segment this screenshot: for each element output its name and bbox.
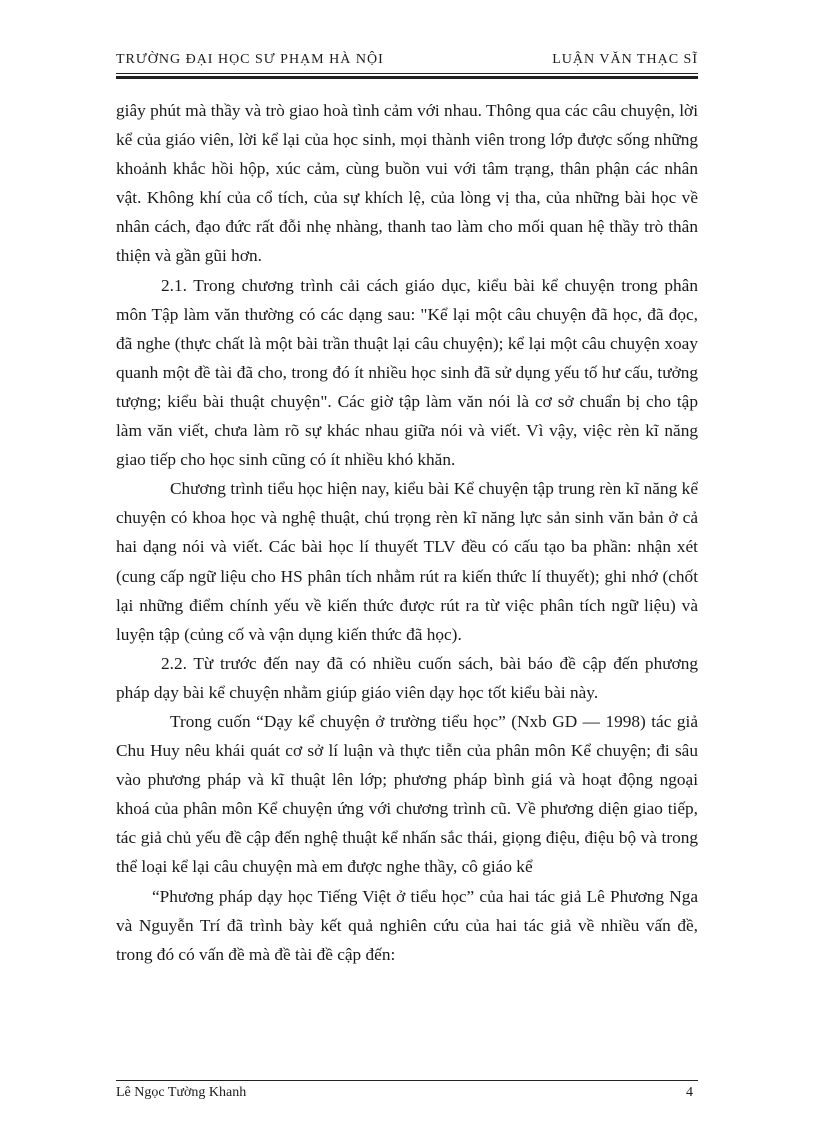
header-rule-thick <box>116 76 698 79</box>
paragraph: Trong cuốn “Dạy kể chuyện ở trường tiểu học” (Nxb GD — 1998) tác giả Chu Huy nêu khái quát cơ sở lí luận và thực tiễn của phân môn Kể chuyện; đi sâu vào phương pháp và kĩ thuật lên lớp; phương pháp bình giá và hoạt động ngoại khoá của phân môn Kể chuyện ứng với chương trình cũ. Về phương diện giao tiếp, tác giả chủ yếu đề cập đến nghệ thuật kể nhấn sắc thái, giọng điệu, điệu bộ và trong thể loại kể lại câu chuyện mà em được nghe thầy, cô giáo kể <box>116 711 698 877</box>
footer-author: Lê Ngọc Tường Khanh <box>116 1085 247 1100</box>
page-header <box>116 52 698 72</box>
paragraph: 2.1. Trong chương trình cải cách giáo dục, kiểu bài kể chuyện trong phân môn Tập làm văn thường có các dạng sau: "Kể lại một câu chuyện đã học, đã đọc, đã nghe (thực chất là một bài trần thuật lại câu chuyện); kể lại một câu chuyện xoay quanh một đề tài đã cho, trong đó ít nhiều học sinh đã sử dụng yếu tố hư cấu, tưởng tượng; kiểu bài thuật chuyện". Các giờ tập làm văn nói là cơ sở chuẩn bị cho tập làm văn viết, chưa làm rõ sự khác nhau giữa nói và viết. Vì vậy, việc rèn kĩ năng giao tiếp cho học sinh cũng có ít nhiều khó khăn. <box>116 275 698 470</box>
paragraph: Chương trình tiểu học hiện nay, kiểu bài Kể chuyện tập trung rèn kĩ năng kể chuyện có khoa học và nghệ thuật, chú trọng rèn kĩ năng lực sản sinh văn bản ở cả hai dạng nói và viết. Các bài học lí thuyết TLV đều có cấu tạo ba phần: nhận xét (cung cấp ngữ liệu cho HS phân tích nhằm rút ra kiến thức lí thuyết); ghi nhớ (chốt lại những điểm chính yếu về kiến thức được rút ra từ việc phân tích ngữ liệu) và luyện tập (củng cố và vận dụng kiến thức đã học). <box>116 479 698 644</box>
header-university: TRƯỜNG ĐẠI HỌC SƯ PHẠM HÀ NỘI <box>116 52 384 67</box>
paragraph: “Phương pháp dạy học Tiếng Việt ở tiểu học” của hai tác giả Lê Phương Nga và Nguyễn Trí đã trình bày kết quả nghiên cứu của hai tác giả về nhiều vấn đề, trong đó có vấn đề mà đề tài đề cập đến: <box>116 886 698 964</box>
paragraph: giây phút mà thầy và trò giao hoà tình cảm với nhau. Thông qua các câu chuyện, lời kể của giáo viên, lời kể lại của học sinh, mọi thành viên trong lớp được sống những khoảnh khắc hồi hộp, xúc cảm, cùng buồn vui với tâm trạng, thân phận các nhân vật. Không khí của cổ tích, của sự khích lệ, của lòng vị tha, của những bài học về nhân cách, đạo đức rất đỗi nhẹ nhàng, thanh tao làm cho mối quan hệ thầy trò thân thiện và gần gũi hơn. <box>116 101 698 266</box>
footer-rule <box>116 1080 698 1081</box>
header-thesis-type: LUẬN VĂN THẠC SĨ <box>552 52 698 67</box>
paragraph: 2.2. Từ trước đến nay đã có nhiều cuốn sách, bài báo đề cập đến phương pháp dạy bài kể chuyện nhằm giúp giáo viên dạy học tốt kiểu bài này. <box>116 653 698 702</box>
page-number: 4 <box>686 1085 693 1100</box>
page-body <box>116 96 698 969</box>
header-rule-thin <box>116 73 698 74</box>
